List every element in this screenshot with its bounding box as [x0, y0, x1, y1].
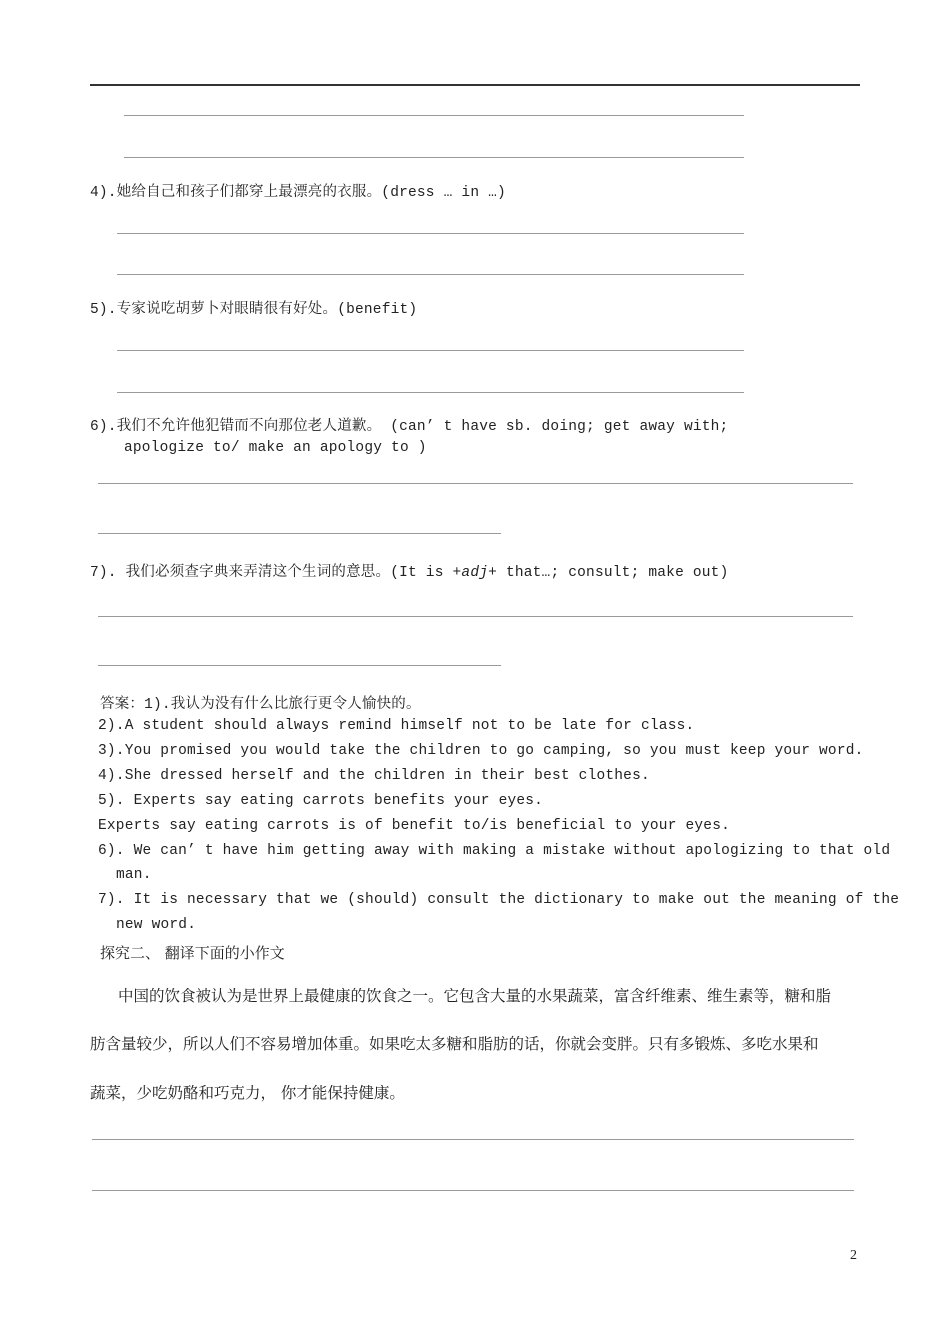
answer-line — [98, 483, 853, 484]
answer-5-alt: Experts say eating carrots is of benefit to/is beneficial to your eyes. — [98, 818, 731, 834]
section-2-paragraph-line-3: 蔬菜，少吃奶酪和巧克力， 你才能保持健康。 — [90, 1084, 405, 1102]
answer-line — [98, 665, 501, 666]
answer-2: 2).A student should always remind himself not to be late for class. — [98, 718, 695, 734]
answer-line — [124, 115, 744, 116]
answer-7-continued: new word. — [116, 917, 197, 933]
answer-6-continued: man. — [116, 867, 152, 883]
question-6-continued: apologize to/ make an apology to ) — [124, 440, 427, 456]
question-7 — [90, 560, 728, 581]
answer-line — [98, 533, 501, 534]
answer-3: 3).You promised you would take the children to go camping, so you must keep your word. — [98, 743, 864, 759]
answer-line — [117, 350, 744, 351]
answer-line — [117, 233, 744, 234]
question-7-adj: adj — [461, 565, 489, 581]
answer-line — [92, 1139, 854, 1140]
question-4: 4).她给自己和孩子们都穿上最漂亮的衣服。(dress … in …) — [90, 185, 506, 201]
answer-6: 6). We can’ t have him getting away with making a mistake without apologizing to that old — [98, 843, 891, 859]
answer-7: 7). It is necessary that we (should) consult the dictionary to make out the meaning of the — [98, 892, 900, 908]
answer-5: 5). Experts say eating carrots benefits your eyes. — [98, 793, 544, 809]
question-7-part-b: + that…; consult; make out) — [488, 565, 729, 581]
header-rule — [90, 84, 860, 86]
answer-1: 答案：1).我认为没有什么比旅行更令人愉快的。 — [100, 697, 421, 713]
section-2-paragraph-line-1: 中国的饮食被认为是世界上最健康的饮食之一。它包含大量的水果蔬菜，富含纤维素、维生素等，糖和脂 — [118, 987, 832, 1005]
answer-line — [117, 392, 744, 393]
page-number: 2 — [850, 1248, 857, 1263]
answer-4: 4).She dressed herself and the children in their best clothes. — [98, 768, 650, 784]
question-7-part-a: 7). 我们必须查字典来弄清这个生词的意思。(It is + — [90, 565, 462, 581]
question-5: 5).专家说吃胡萝卜对眼睛很有好处。(benefit) — [90, 302, 418, 318]
answer-line — [98, 616, 853, 617]
section-2-title: 探究二、 翻译下面的小作文 — [100, 944, 285, 962]
answer-line — [92, 1190, 854, 1191]
section-2-paragraph-line-2: 肪含量较少，所以人们不容易增加体重。如果吃太多糖和脂肪的话，你就会变胖。只有多锻炼、多吃水果和 — [90, 1035, 819, 1053]
question-6: 6).我们不允许他犯错而不向那位老人道歉。 (can’ t have sb. doing; get away with; — [90, 419, 729, 435]
answer-line — [117, 274, 744, 275]
answer-line — [124, 157, 744, 158]
